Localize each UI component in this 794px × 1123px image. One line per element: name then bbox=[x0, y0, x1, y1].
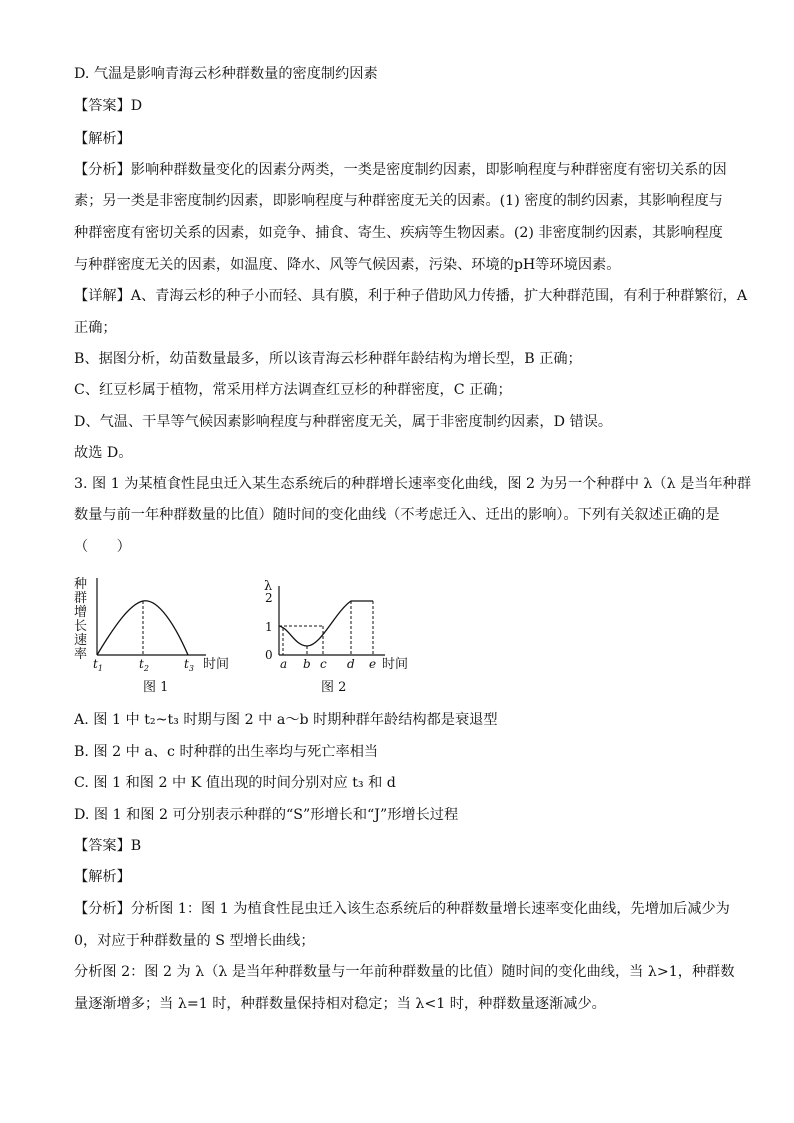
fig2-xtick-e: e bbox=[369, 657, 377, 671]
fig2-xtick-b: b bbox=[303, 657, 311, 671]
option-a: A. 图 1 中 t₂~t₃ 时期与图 2 中 a～b 时期种群年龄结构都是衰退型 bbox=[74, 712, 498, 728]
analysis-line: 0，对应于种群数量的 S 型增长曲线； bbox=[74, 933, 315, 949]
fig2-ytick-0: 0 bbox=[265, 648, 273, 662]
fig2-ytick-1: 1 bbox=[265, 620, 273, 634]
fig1-xlabel: 时间 bbox=[203, 657, 230, 672]
fig2-ylabel: λ bbox=[264, 579, 273, 594]
fig2-xtick-c: c bbox=[320, 657, 327, 671]
analysis-line: 种群密度有密切关系的因素，如竞争、捕食、寄生、疾病等生物因素。(2) 非密度制约因素，其影响程度 bbox=[74, 225, 723, 241]
question-stem: 3. 图 1 为某植食性昆虫迁入某生态系统后的种群增长速率变化曲线，图 2 为另一个种群中 λ（λ 是当年种群 bbox=[74, 476, 752, 492]
fig1-tick-t2: $t_2$ bbox=[139, 657, 149, 673]
fig2-xtick-d: d bbox=[347, 657, 355, 671]
fig2-caption: 图 2 bbox=[321, 680, 347, 695]
detail-line: 故选 D。 bbox=[74, 445, 133, 461]
fig2-xlabel: 时间 bbox=[382, 657, 409, 672]
fig2-ytick-2: 2 bbox=[265, 591, 273, 605]
option-d: D. 图 1 和图 2 可分别表示种群的“S”形增长和“J”形增长过程 bbox=[74, 807, 459, 823]
question-stem: （ ） bbox=[74, 539, 131, 555]
answer-label: 【答案】D bbox=[74, 98, 143, 114]
question-stem: 数量与前一年种群数量的比值）随时间的变化曲线（不考虑迁入、迁出的影响）。下列有关叙述正确的是 bbox=[74, 507, 720, 523]
option-c: C. 图 1 和图 2 中 K 值出现的时间分别对应 t₃ 和 d bbox=[74, 775, 396, 791]
option-d: D. 气温是影响青海云杉种群数量的密度制约因素 bbox=[74, 66, 378, 82]
detail-line: 正确； bbox=[74, 320, 117, 336]
figure-1 bbox=[70, 570, 245, 700]
analysis-title: 【解析】 bbox=[74, 869, 131, 885]
analysis-line: 与种群密度无关的因素，如温度、降水、风等气候因素，污染、环境的pH等环境因素。 bbox=[74, 257, 621, 273]
analysis-line: 分析图 2：图 2 为 λ（λ 是当年种群数量与一年前种群数量的比值）随时间的变化曲线，当 λ>1，种群数 bbox=[74, 964, 735, 980]
fig1-caption: 图 1 bbox=[143, 680, 169, 695]
answer-label: 【答案】B bbox=[74, 838, 142, 854]
analysis-line: 素；另一类是非密度制约因素，即影响程度与种群密度无关的因素。(1) 密度的制约因素，其影响程度与 bbox=[74, 193, 723, 209]
detail-line: C、红豆杉属于植物，常采用样方法调查红豆杉的种群密度，C 正确； bbox=[74, 382, 512, 398]
analysis-title: 【解析】 bbox=[74, 131, 131, 147]
fig2-xtick-a: a bbox=[280, 657, 288, 671]
fig1-tick-t1: $t_1$ bbox=[93, 657, 103, 673]
detail-line: 【详解】A、青海云杉的种子小而轻、具有膜，利于种子借助风力传播，扩大种群范围，有利于种群繁衍，A bbox=[74, 288, 748, 304]
analysis-line: 【分析】分析图 1：图 1 为植食性昆虫迁入该生态系统后的种群数量增长速率变化曲线，先增加后减少为 bbox=[74, 901, 730, 917]
fig1-tick-t3: $t_3$ bbox=[184, 657, 194, 673]
detail-line: D、气温、干旱等气候因素影响程度与种群密度无关，属于非密度制约因素，D 错误。 bbox=[74, 414, 613, 430]
analysis-line: 【分析】影响种群数量变化的因素分两类，一类是密度制约因素，即影响程度与种群密度有密切关系的因 bbox=[74, 162, 727, 178]
detail-line: B、据图分析，幼苗数量最多，所以该青海云杉种群年龄结构为增长型，B 正确； bbox=[74, 351, 582, 367]
figure-2 bbox=[255, 570, 420, 700]
option-b: B. 图 2 中 a、c 时种群的出生率均与死亡率相当 bbox=[74, 744, 379, 760]
fig1-ylabel: 种群增长速率 bbox=[74, 577, 88, 662]
analysis-line: 量逐渐增多；当 λ=1 时，种群数量保持相对稳定；当 λ<1 时，种群数量逐渐减少。 bbox=[74, 996, 606, 1012]
fig2-curve bbox=[279, 601, 373, 646]
